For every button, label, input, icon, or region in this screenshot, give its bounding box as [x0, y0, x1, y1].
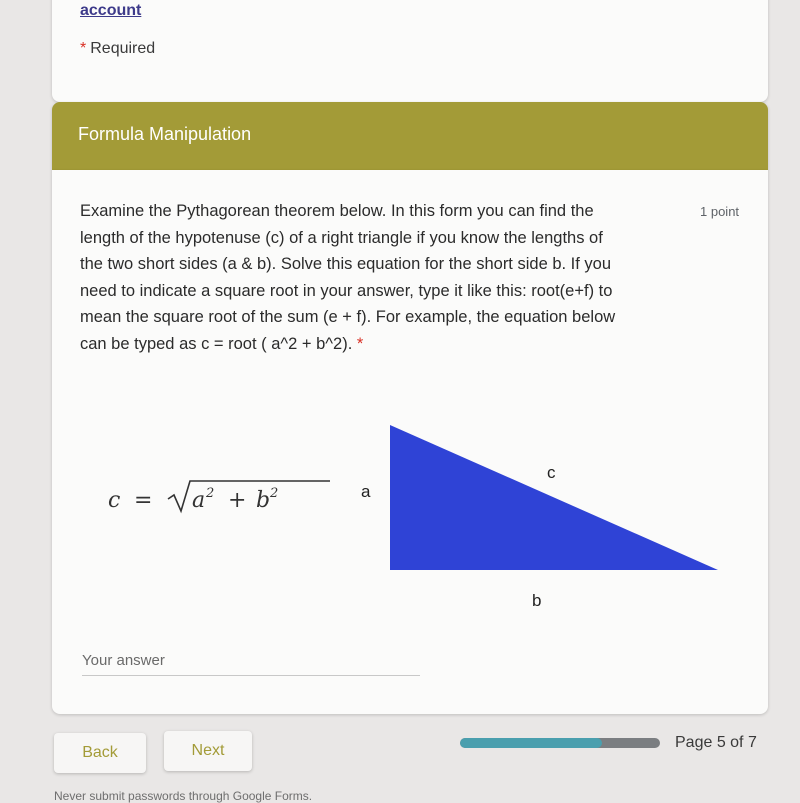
required-star: * [80, 40, 87, 57]
question-card [52, 170, 768, 714]
section-header [52, 102, 768, 170]
formula-a: a [192, 488, 206, 513]
right-triangle-diagram [352, 420, 732, 620]
points-label: 1 point [700, 204, 740, 219]
progress-fill [460, 738, 602, 748]
answer-input[interactable] [82, 648, 420, 676]
next-button[interactable]: Next [164, 731, 252, 771]
side-a-label: a [361, 482, 371, 501]
required-asterisk: * [352, 334, 364, 353]
account-link[interactable]: account [80, 2, 142, 19]
account-card [52, 0, 768, 102]
progress-bar [460, 738, 660, 748]
page-indicator: Page 5 of 7 [675, 734, 757, 751]
section-title: Formula Manipulation [78, 124, 252, 144]
formula-b-exponent: 2 [270, 486, 279, 501]
right-triangle [390, 425, 718, 570]
formula-b: b [256, 488, 271, 513]
formula-svg [104, 478, 334, 518]
required-note [80, 40, 155, 58]
required-label: Required [90, 40, 156, 57]
footer-notice: Never submit passwords through Google Forms. [54, 789, 313, 803]
question-text [80, 198, 690, 357]
formula-a-exponent: 2 [206, 486, 215, 501]
side-b-label: b [532, 591, 542, 610]
question-body: Examine the Pythagorean theorem below. In this form you can find the length of the hypotenuse (c) of a right triangle if you know the lengths of the two short sides (a & b). Solve this equation for the short side b. If you need to indicate a square root in your answer, type it like this: root(e+f) to mean the square root of the sum (e + f). For example, the equation below can be typed as c = root ( a^2 + b^2). [80, 202, 616, 353]
formula-lhs: c [108, 488, 121, 513]
pythagorean-formula [104, 478, 334, 524]
formula-plus: + [228, 488, 247, 513]
side-c-label: c [547, 463, 556, 482]
back-button[interactable]: Back [54, 733, 146, 773]
formula-equals: = [134, 488, 153, 513]
